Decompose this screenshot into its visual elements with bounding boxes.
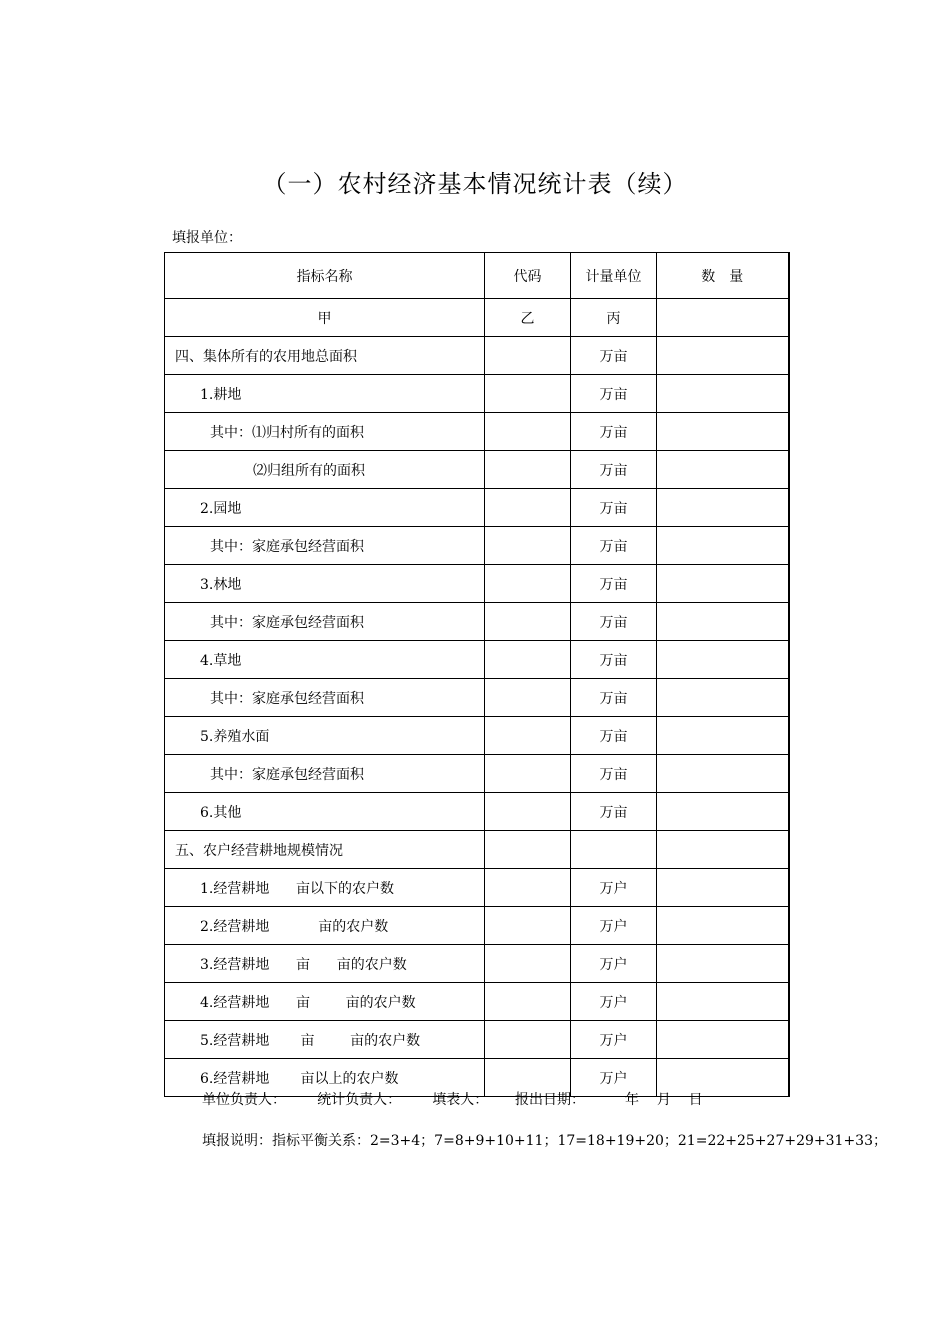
indicator-name: 其中：家庭承包经营面积 (165, 527, 485, 565)
indicator-name: 其中：⑴归村所有的面积 (165, 413, 485, 451)
unit-cell: 万亩 (571, 679, 657, 717)
table-row (165, 603, 789, 641)
quantity-cell[interactable] (657, 527, 789, 565)
quantity-cell[interactable] (657, 869, 789, 907)
code-cell[interactable] (485, 755, 571, 793)
page-title: （一）农村经济基本情况统计表（续） (262, 170, 688, 198)
table-row (165, 831, 789, 869)
quantity-cell[interactable] (657, 945, 789, 983)
indicator-name: 5.经营耕地 亩 亩的农户数 (165, 1021, 485, 1059)
code-cell[interactable] (485, 907, 571, 945)
table-row (165, 375, 789, 413)
quantity-cell[interactable] (657, 831, 789, 869)
header-indicator-name: 指标名称 (165, 253, 485, 299)
quantity-cell[interactable] (657, 413, 789, 451)
table-row (165, 489, 789, 527)
quantity-cell[interactable] (657, 375, 789, 413)
indicator-name: 6.其他 (165, 793, 485, 831)
quantity-cell[interactable] (657, 337, 789, 375)
code-cell[interactable] (485, 337, 571, 375)
unit-cell: 万亩 (571, 527, 657, 565)
quantity-cell[interactable] (657, 755, 789, 793)
code-cell[interactable] (485, 641, 571, 679)
unit-cell: 万户 (571, 907, 657, 945)
indicator-name: 1.耕地 (165, 375, 485, 413)
unit-cell: 万亩 (571, 755, 657, 793)
unit-cell: 万亩 (571, 565, 657, 603)
filling-instructions: 填报说明：指标平衡关系：2=3+4；7=8+9+10+11；17=18+19+20；21=22+25+27+29+31+33； (202, 1133, 887, 1149)
table-row (165, 451, 789, 489)
unit-cell: 万亩 (571, 413, 657, 451)
header-quantity: 数 量 (657, 253, 789, 299)
table-row (165, 717, 789, 755)
table-header-row (165, 253, 789, 299)
statistics-table (164, 252, 790, 1097)
quantity-cell[interactable] (657, 641, 789, 679)
code-cell[interactable] (485, 869, 571, 907)
subheader-name: 甲 (165, 299, 485, 337)
code-cell[interactable] (485, 375, 571, 413)
indicator-name: 3.林地 (165, 565, 485, 603)
quantity-cell[interactable] (657, 565, 789, 603)
unit-cell: 万亩 (571, 489, 657, 527)
quantity-cell[interactable] (657, 983, 789, 1021)
indicator-name: 5.养殖水面 (165, 717, 485, 755)
quantity-cell[interactable] (657, 451, 789, 489)
quantity-cell[interactable] (657, 717, 789, 755)
table-row (165, 527, 789, 565)
quantity-cell[interactable] (657, 679, 789, 717)
unit-cell: 万户 (571, 945, 657, 983)
code-cell[interactable] (485, 1021, 571, 1059)
indicator-name: 2.园地 (165, 489, 485, 527)
code-cell[interactable] (485, 565, 571, 603)
unit-cell: 万亩 (571, 375, 657, 413)
header-code: 代码 (485, 253, 571, 299)
code-cell[interactable] (485, 679, 571, 717)
indicator-name: 4.草地 (165, 641, 485, 679)
unit-cell: 万户 (571, 869, 657, 907)
table-row (165, 945, 789, 983)
table-row (165, 755, 789, 793)
table-row (165, 983, 789, 1021)
subheader-code: 乙 (485, 299, 571, 337)
unit-cell (571, 831, 657, 869)
table-subheader-row (165, 299, 789, 337)
quantity-cell[interactable] (657, 489, 789, 527)
table-row (165, 1021, 789, 1059)
table-row (165, 793, 789, 831)
indicator-name: 四、集体所有的农用地总面积 (165, 337, 485, 375)
indicator-name: 1.经营耕地 亩以下的农户数 (165, 869, 485, 907)
signature-line: 单位负责人： 统计负责人： 填表人： 报出日期： 年 月 日 (202, 1092, 703, 1108)
table-row (165, 565, 789, 603)
code-cell[interactable] (485, 983, 571, 1021)
code-cell[interactable] (485, 527, 571, 565)
quantity-cell[interactable] (657, 1021, 789, 1059)
indicator-name: 6.经营耕地 亩以上的农户数 (165, 1059, 485, 1097)
indicator-name: 其中：家庭承包经营面积 (165, 679, 485, 717)
unit-cell: 万亩 (571, 641, 657, 679)
indicator-name: 4.经营耕地 亩 亩的农户数 (165, 983, 485, 1021)
unit-cell: 万户 (571, 1021, 657, 1059)
unit-cell: 万户 (571, 983, 657, 1021)
table-row (165, 679, 789, 717)
code-cell[interactable] (485, 831, 571, 869)
quantity-cell[interactable] (657, 907, 789, 945)
indicator-name: 五、农户经营耕地规模情况 (165, 831, 485, 869)
unit-cell: 万户 (571, 1059, 657, 1097)
quantity-cell[interactable] (657, 603, 789, 641)
table-row (165, 869, 789, 907)
indicator-name: 其中：家庭承包经营面积 (165, 603, 485, 641)
code-cell[interactable] (485, 603, 571, 641)
unit-cell: 万亩 (571, 717, 657, 755)
unit-cell: 万亩 (571, 337, 657, 375)
unit-cell: 万亩 (571, 603, 657, 641)
quantity-cell[interactable] (657, 793, 789, 831)
code-cell[interactable] (485, 717, 571, 755)
code-cell[interactable] (485, 413, 571, 451)
indicator-name: 3.经营耕地 亩 亩的农户数 (165, 945, 485, 983)
code-cell[interactable] (485, 793, 571, 831)
subheader-unit: 丙 (571, 299, 657, 337)
header-unit: 计量单位 (571, 253, 657, 299)
code-cell[interactable] (485, 489, 571, 527)
indicator-name: 其中：家庭承包经营面积 (165, 755, 485, 793)
code-cell[interactable] (485, 451, 571, 489)
table-row (165, 413, 789, 451)
code-cell[interactable] (485, 945, 571, 983)
table-row (165, 907, 789, 945)
subheader-quantity-cell (657, 299, 789, 337)
indicator-name: 2.经营耕地 亩的农户数 (165, 907, 485, 945)
table-row (165, 337, 789, 375)
reporting-unit-label: 填报单位： (172, 230, 242, 246)
table-row (165, 641, 789, 679)
unit-cell: 万亩 (571, 793, 657, 831)
unit-cell: 万亩 (571, 451, 657, 489)
indicator-name: ⑵归组所有的面积 (165, 451, 485, 489)
